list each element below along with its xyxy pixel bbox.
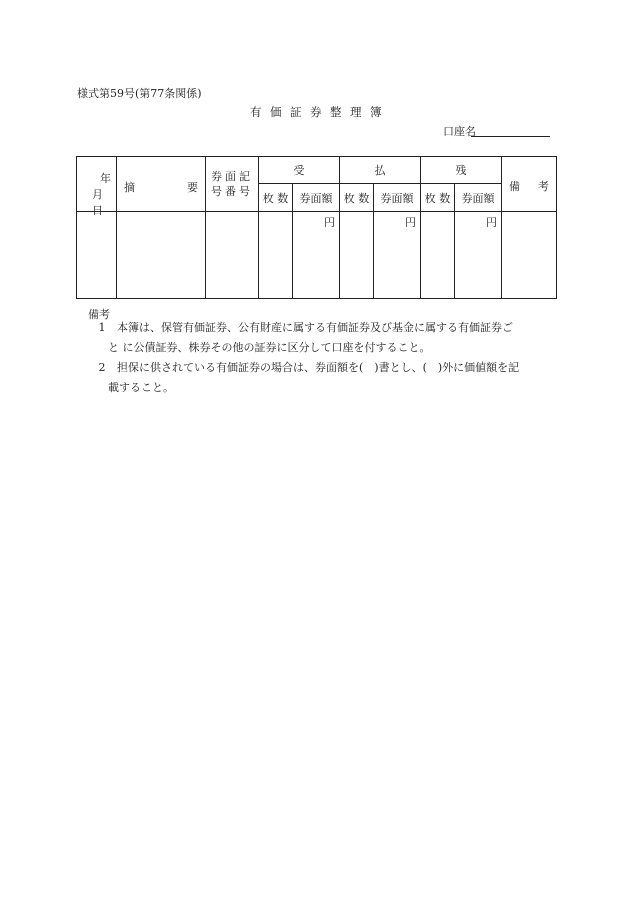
summary-label-1: 摘 <box>124 181 135 194</box>
summary-header <box>117 157 206 212</box>
month-day-label: 月 日 <box>92 188 107 217</box>
note-text-line-1: 本簿は、保管有価証券、公有財産に属する有価証券及び基金に属する有価証券ご <box>117 321 513 334</box>
note-number: 1 <box>98 321 106 334</box>
securities-register-table <box>76 156 557 299</box>
note-text-line-1: 担保に供されている有価証券の場合は、券面額を( )書とし、( )外に価値額を記 <box>117 361 520 374</box>
notes-heading: 備考 <box>88 308 110 321</box>
balance-count-cell <box>421 212 455 299</box>
balance-face-value-header: 券面額 <box>455 184 502 212</box>
received-count-header: 枚 数 <box>259 184 293 212</box>
year-label: 年 <box>100 172 111 185</box>
yen-unit: 円 <box>405 216 416 229</box>
table-row <box>77 212 557 299</box>
certificate-header-line-2: 号番号 <box>211 185 253 198</box>
note-text-line-2: と に公債証券、株券その他の証券に区分して口座を付すること。 <box>108 341 431 354</box>
date-cell <box>77 212 117 299</box>
note-number: 2 <box>98 361 106 374</box>
account-name-field <box>443 123 476 139</box>
summary-cell <box>117 212 206 299</box>
note-text-line-2: 載すること。 <box>108 381 174 394</box>
paid-count-header: 枚 数 <box>340 184 374 212</box>
received-count-cell <box>259 212 293 299</box>
paid-count-cell <box>340 212 374 299</box>
remarks-header <box>502 157 557 212</box>
remarks-label-2: 考 <box>538 180 549 193</box>
note-item-2 <box>87 358 557 398</box>
yen-unit: 円 <box>486 216 497 229</box>
account-name-underline <box>471 136 550 137</box>
form-number-label: 様式第59号(第77条関係) <box>77 87 202 100</box>
account-name-label: 口座名 <box>443 125 476 138</box>
remarks-label-1: 備 <box>509 180 520 193</box>
certificate-number-header <box>206 157 259 212</box>
paid-face-value-cell <box>374 212 421 299</box>
received-face-value-cell <box>293 212 340 299</box>
balance-count-header: 枚 数 <box>421 184 455 212</box>
certificate-number-cell <box>206 212 259 299</box>
received-face-value-header: 券面額 <box>293 184 340 212</box>
paid-header: 払 <box>340 157 421 184</box>
received-header: 受 <box>259 157 340 184</box>
document-title: 有価証券整理簿 <box>250 105 390 119</box>
certificate-header-line-1: 券面記 <box>211 170 253 183</box>
date-header <box>77 157 117 217</box>
remarks-cell <box>502 212 557 299</box>
balance-header: 残 <box>421 157 502 184</box>
note-item-1 <box>87 318 557 358</box>
summary-label-2: 要 <box>187 181 198 194</box>
yen-unit: 円 <box>324 216 335 229</box>
balance-face-value-cell <box>455 212 502 299</box>
paid-face-value-header: 券面額 <box>374 184 421 212</box>
